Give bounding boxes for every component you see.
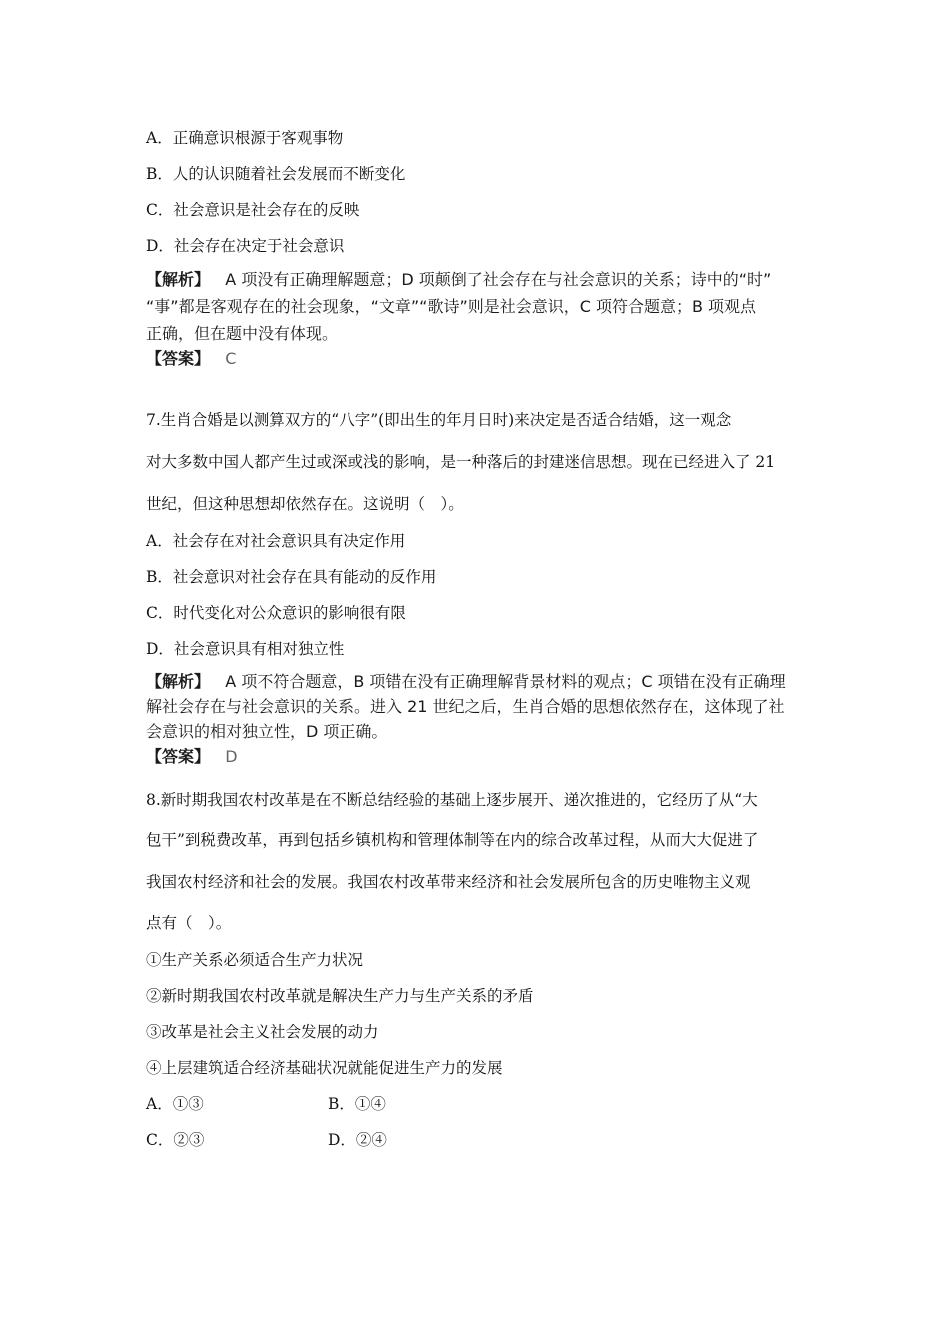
q6-option-b: B．人的认识随着社会发展而不断变化: [146, 165, 406, 183]
q7-analysis-text-3: 会意识的相对独立性，D 项正确。: [146, 722, 388, 741]
q6-answer-line: [146, 347, 236, 371]
q7-option-a: A．社会存在对社会意识具有决定作用: [146, 532, 406, 550]
q8-stem-line-3: 我国农村经济和社会的发展。我国农村改革带来经济和社会发展所包含的历史唯物主义观: [146, 873, 751, 891]
q7-stem-line-2: 对大多数中国人都产生过或深或浅的影响，是一种落后的封建迷信思想。现在已经进入了 21: [146, 453, 776, 471]
q7-option-d: D．社会意识具有相对独立性: [146, 640, 345, 658]
q6-option-d: D．社会存在决定于社会意识: [146, 237, 345, 255]
q6-answer-value: C: [225, 349, 237, 368]
q7-option-b: B．社会意识对社会存在具有能动的反作用: [146, 568, 437, 586]
q6-analysis-text-2: “事”都是客观存在的社会现象，“文章”“歌诗”则是社会意识，C 项符合题意；B 项观点: [146, 297, 757, 316]
q6-option-a: A．正确意识根源于客观事物: [146, 129, 344, 147]
q8-statement-4: ④上层建筑适合经济基础状况就能促进生产力的发展: [146, 1059, 503, 1077]
q8-choices-row-2: [146, 1130, 387, 1150]
q6-answer-tag: 【答案】: [146, 349, 211, 368]
q7-stem-line-1: 7.生肖合婚是以测算双方的“八字”(即出生的年月日时)来决定是否适合结婚，这一观念: [146, 411, 732, 429]
q7-answer-value: D: [225, 747, 238, 766]
q8-statement-1: ①生产关系必须适合生产力状况: [146, 951, 364, 969]
q7-analysis-tag: 【解析】: [146, 672, 211, 691]
q7-analysis-text-2: 解社会存在与社会意识的关系。进入 21 世纪之后，生肖合婚的思想依然存在，这体现了社: [146, 697, 785, 716]
q6-analysis-text-3: 正确，但在题中没有体现。: [146, 324, 339, 343]
q8-choice-b: B．①④: [328, 1095, 386, 1113]
q8-choice-c: C．②③: [146, 1131, 205, 1149]
q7-answer-tag: 【答案】: [146, 747, 211, 766]
q7-analysis-text-1: A 项不符合题意，B 项错在没有正确理解背景材料的观点；C 项错在没有正确理: [225, 672, 786, 691]
q6-analysis-text-1: A 项没有正确理解题意；D 项颠倒了社会存在与社会意识的关系；诗中的“时”: [225, 270, 772, 289]
q8-stem-line-1: 8.新时期我国农村改革是在不断总结经验的基础上逐步展开、递次推进的，它经历了从“大: [146, 791, 758, 809]
q8-statement-2: ②新时期我国农村改革就是解决生产力与生产关系的矛盾: [146, 987, 534, 1005]
q8-choice-d: D．②④: [328, 1131, 387, 1149]
q7-option-c: C．时代变化对公众意识的影响很有限: [146, 604, 406, 622]
q7-answer-line: [146, 745, 238, 769]
q6-option-c: C．社会意识是社会存在的反映: [146, 201, 360, 219]
q6-analysis-line-1: [146, 268, 771, 292]
q8-stem-line-2: 包干”到税费改革，再到包括乡镇机构和管理体制等在内的综合改革过程，从而大大促进了: [146, 831, 759, 849]
q6-analysis-tag: 【解析】: [146, 270, 211, 289]
q8-choice-a: A．①③: [146, 1095, 204, 1113]
q8-stem-line-4: 点有（ ）。: [146, 914, 232, 932]
q7-analysis-line-1: [146, 670, 786, 694]
q7-stem-line-3: 世纪，但这种思想却依然存在。这说明（ ）。: [146, 495, 464, 513]
q8-statement-3: ③改革是社会主义社会发展的动力: [146, 1023, 379, 1041]
q8-choices-row-1: [146, 1094, 386, 1114]
